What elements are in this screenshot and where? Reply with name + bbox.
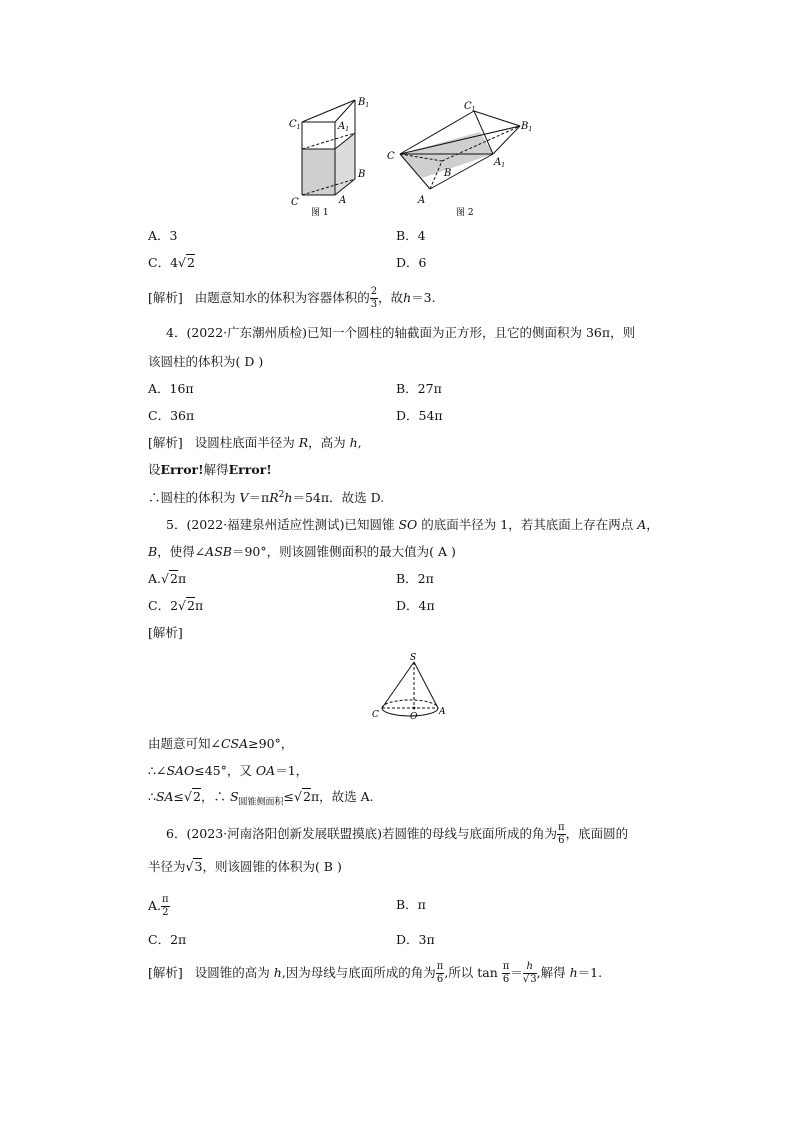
q4-analysis: [解析] 设圆柱底面半径为 R，高为 h, [148,435,362,450]
cone-figure [368,650,458,722]
q4-stem-line1: 4．(2022·广东潮州质检)已知一个圆柱的轴截面为正方形，且它的侧面积为 36π，则 [166,325,636,340]
fig2-caption: 图 2 [456,208,474,218]
cone-label-s: S [410,653,417,663]
fig1-caption: 图 1 [311,208,329,218]
cone-label-a: A [439,707,446,717]
q6-stem-line1: 6．(2023·河南洛阳创新发展联盟摸底)若圆锥的母线与底面所成的角为 $\frac{\pi}{6}$ ，底面圆的 [166,822,629,846]
q5-option-b: B．2π [396,571,434,586]
fig1-label-c1: $C_1$ [289,119,301,131]
q5-analysis-step2: ∴∠SAO≤45°，又 OA＝1， [148,763,309,778]
cone-label-c: C [372,710,379,720]
analysis-tag: [解析] [148,435,183,450]
fraction: $\frac{h}{√3}$ [522,961,537,985]
q6-stem-line2: 半径为√3，则该圆锥的体积为( B ) [148,859,342,874]
q5-analysis-step3: ∴SA≤√2，∴ $S_{圆锥侧面积}\le√2\pi$，故选 A. [148,789,374,808]
q5-stem-line1: 5．(2022·福建泉州适应性测试)已知圆锥 SO 的底面半径为 1，若其底面上存在两点 A， [166,517,659,532]
q5-analysis-step1: 由题意可知∠CSA≥90°， [148,736,294,751]
q6-analysis: [解析] 设圆锥的高为 h,因为母线与底面所成的角为 $\frac{\pi}{6}$ ,所以 tan $\frac{\pi}{6}$ ＝ $\frac{h}{√3}$ ,解得 h＝1. [148,961,603,985]
fraction: $\frac{2}{3}$ [370,286,378,310]
fig1-label-c: C [291,197,299,208]
q3-analysis: [解析] 由题意知水的体积为容器体积的 $\frac{2}{3}$ ，故h＝3. [148,286,436,310]
q4-option-c: C．36π [148,408,195,423]
fig2-label-a1: $A_1$ [494,157,506,169]
q5-analysis-tag: [解析] [148,625,183,640]
fig1-label-b: B [358,169,366,180]
q4-option-d: D．54π [396,408,443,423]
fig1-label-a: A [339,195,347,206]
figure-prisms [280,95,540,220]
analysis-tag: [解析] [148,965,183,980]
analysis-tag: [解析] [148,290,183,305]
fig2-label-a: A [418,195,426,206]
cone-label-o: O [410,712,418,722]
figure-2-diagram [400,111,520,189]
figure-1-diagram [302,100,355,195]
fig1-label-b1: $B_1$ [358,97,370,109]
fig1-label-a1: $A_1$ [338,121,350,133]
q3-option-c: C．4√2 [148,255,195,270]
fig2-label-c: C [387,151,395,162]
q5-option-d: D．4π [396,598,435,613]
fig1-water-front [302,149,335,195]
q5-option-a: A.√2π [148,571,187,586]
q6-option-d: D．3π [396,932,435,947]
fraction: $\frac{\pi}{2}$ [162,894,169,918]
fig2-label-c1: $C_1$ [464,101,476,113]
q4-option-a: A．16π [148,381,194,396]
q3-option-a: A．3 [148,228,178,243]
q6-option-a: A. $\frac{\pi}{2}$ [148,894,169,918]
q4-conclusion: ∴圆柱的体积为 $V=\pi R^2h=54\pi$．故选 D. [148,490,385,506]
q3-option-b: B．4 [396,228,426,243]
fraction: $\frac{\pi}{6}$ [502,961,510,985]
q5-stem-line2: B，使得∠ASB＝90°，则该圆锥侧面积的最大值为( A ) [148,544,456,559]
q4-stem-line2: 该圆柱的体积为( D ) [148,354,264,369]
q5-option-c: C．2√2π [148,598,204,613]
q4-error-line: 设Error!解得Error! [148,462,272,477]
q6-option-b: B．π [396,897,426,912]
fraction: $\frac{\pi}{6}$ [558,822,565,846]
q3-option-d: D．6 [396,255,427,270]
fig1-water-side [335,133,355,195]
q6-option-c: C．2π [148,932,187,947]
q4-option-b: B．27π [396,381,442,396]
fig2-label-b1: $B_1$ [521,121,533,133]
fraction: $\frac{\pi}{6}$ [436,961,444,985]
fig2-label-b: B [444,168,452,179]
